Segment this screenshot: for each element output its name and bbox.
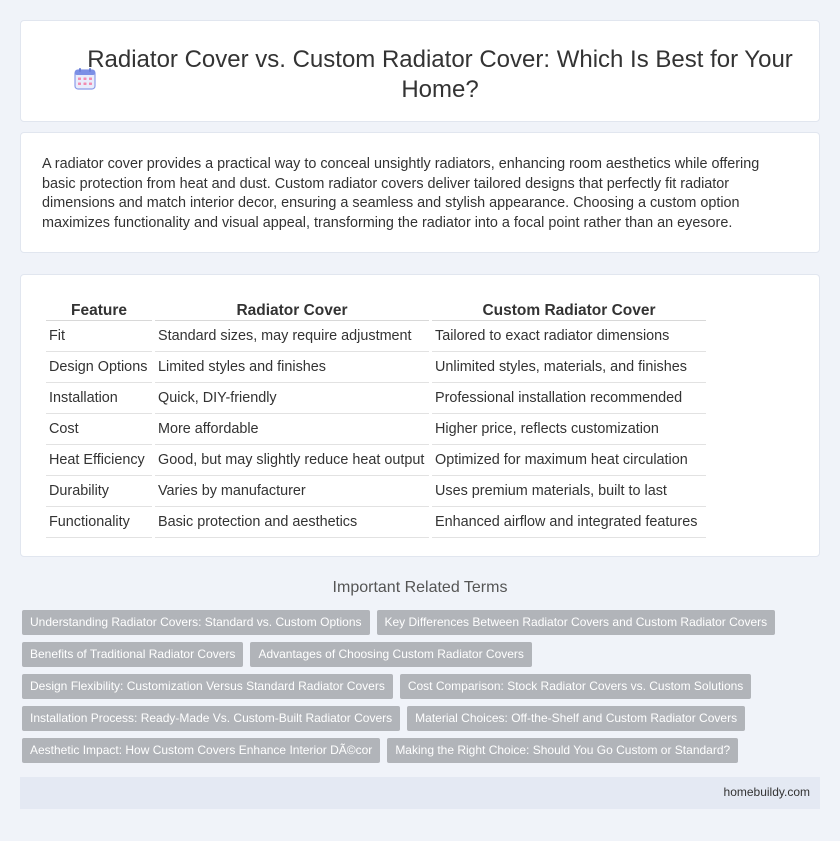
table-cell: Higher price, reflects customization — [432, 414, 706, 445]
table-cell: Optimized for maximum heat circulation — [432, 445, 706, 476]
related-term-tag[interactable]: Understanding Radiator Covers: Standard vs. Custom Options — [22, 610, 370, 635]
table-cell: Uses premium materials, built to last — [432, 476, 706, 507]
table-row — [46, 383, 706, 414]
related-term-tag[interactable]: Benefits of Traditional Radiator Covers — [22, 642, 243, 667]
table-cell: Unlimited styles, materials, and finishes — [432, 352, 706, 383]
table-cell: Fit — [46, 321, 152, 352]
related-term-tag[interactable]: Material Choices: Off-the-Shelf and Custom Radiator Covers — [407, 706, 745, 731]
comparison-table — [43, 296, 709, 538]
table-cell: Enhanced airflow and integrated features — [432, 507, 706, 538]
tag-row — [22, 738, 802, 763]
table-row — [46, 476, 706, 507]
column-header-custom-radiator-cover: Custom Radiator Cover — [432, 296, 706, 321]
table-cell: Varies by manufacturer — [155, 476, 429, 507]
tag-row — [22, 706, 802, 731]
related-term-tag[interactable]: Cost Comparison: Stock Radiator Covers vs. Custom Solutions — [400, 674, 751, 699]
table-cell: More affordable — [155, 414, 429, 445]
table-cell: Basic protection and aesthetics — [155, 507, 429, 538]
table-cell: Tailored to exact radiator dimensions — [432, 321, 706, 352]
table-row — [46, 507, 706, 538]
table-cell: Standard sizes, may require adjustment — [155, 321, 429, 352]
table-cell: Installation — [46, 383, 152, 414]
footer — [20, 777, 820, 809]
intro-paragraph: A radiator cover provides a practical way to conceal unsightly radiators, enhancing room aesthetics while offering basic protection from heat and dust. Custom radiator covers deliver tailored designs that perfectly fit radiator dimensions and match interior decor, ensuring a seamless and stylish appearance. Choosing a custom option maximizes functionality and visual appeal, transforming the radiator into a focal point rather than an eyesore. — [42, 156, 760, 231]
comparison-card — [20, 274, 820, 557]
related-term-tag[interactable]: Advantages of Choosing Custom Radiator Covers — [250, 642, 531, 667]
table-cell: Cost — [46, 414, 152, 445]
related-terms-list — [22, 610, 802, 770]
related-term-tag[interactable]: Key Differences Between Radiator Covers and Custom Radiator Covers — [377, 610, 776, 635]
table-cell: Quick, DIY-friendly — [155, 383, 429, 414]
table-cell: Durability — [46, 476, 152, 507]
tag-row — [22, 674, 802, 699]
table-row — [46, 445, 706, 476]
tag-row — [22, 642, 802, 667]
related-term-tag[interactable]: Design Flexibility: Customization Versus Standard Radiator Covers — [22, 674, 393, 699]
title-card — [20, 20, 820, 122]
table-cell: Good, but may slightly reduce heat output — [155, 445, 429, 476]
related-terms-heading: Important Related Terms — [332, 579, 508, 596]
table-cell: Functionality — [46, 507, 152, 538]
footer-site-link[interactable]: homebuildy.com — [723, 785, 810, 799]
table-row — [46, 414, 706, 445]
table-cell: Design Options — [46, 352, 152, 383]
related-term-tag[interactable]: Installation Process: Ready-Made Vs. Custom-Built Radiator Covers — [22, 706, 400, 731]
table-cell: Professional installation recommended — [432, 383, 706, 414]
table-header-row — [46, 296, 706, 321]
related-term-tag[interactable]: Aesthetic Impact: How Custom Covers Enhance Interior DÃ©cor — [22, 738, 380, 763]
table-row — [46, 321, 706, 352]
intro-card — [20, 132, 820, 253]
related-term-tag[interactable]: Making the Right Choice: Should You Go Custom or Standard? — [387, 738, 738, 763]
column-header-feature: Feature — [46, 296, 152, 321]
tag-row — [22, 610, 802, 635]
table-row — [46, 352, 706, 383]
column-header-radiator-cover: Radiator Cover — [155, 296, 429, 321]
page-title: Radiator Cover vs. Custom Radiator Cover: Which Is Best for Your Home? — [87, 46, 793, 103]
table-cell: Limited styles and finishes — [155, 352, 429, 383]
table-cell: Heat Efficiency — [46, 445, 152, 476]
